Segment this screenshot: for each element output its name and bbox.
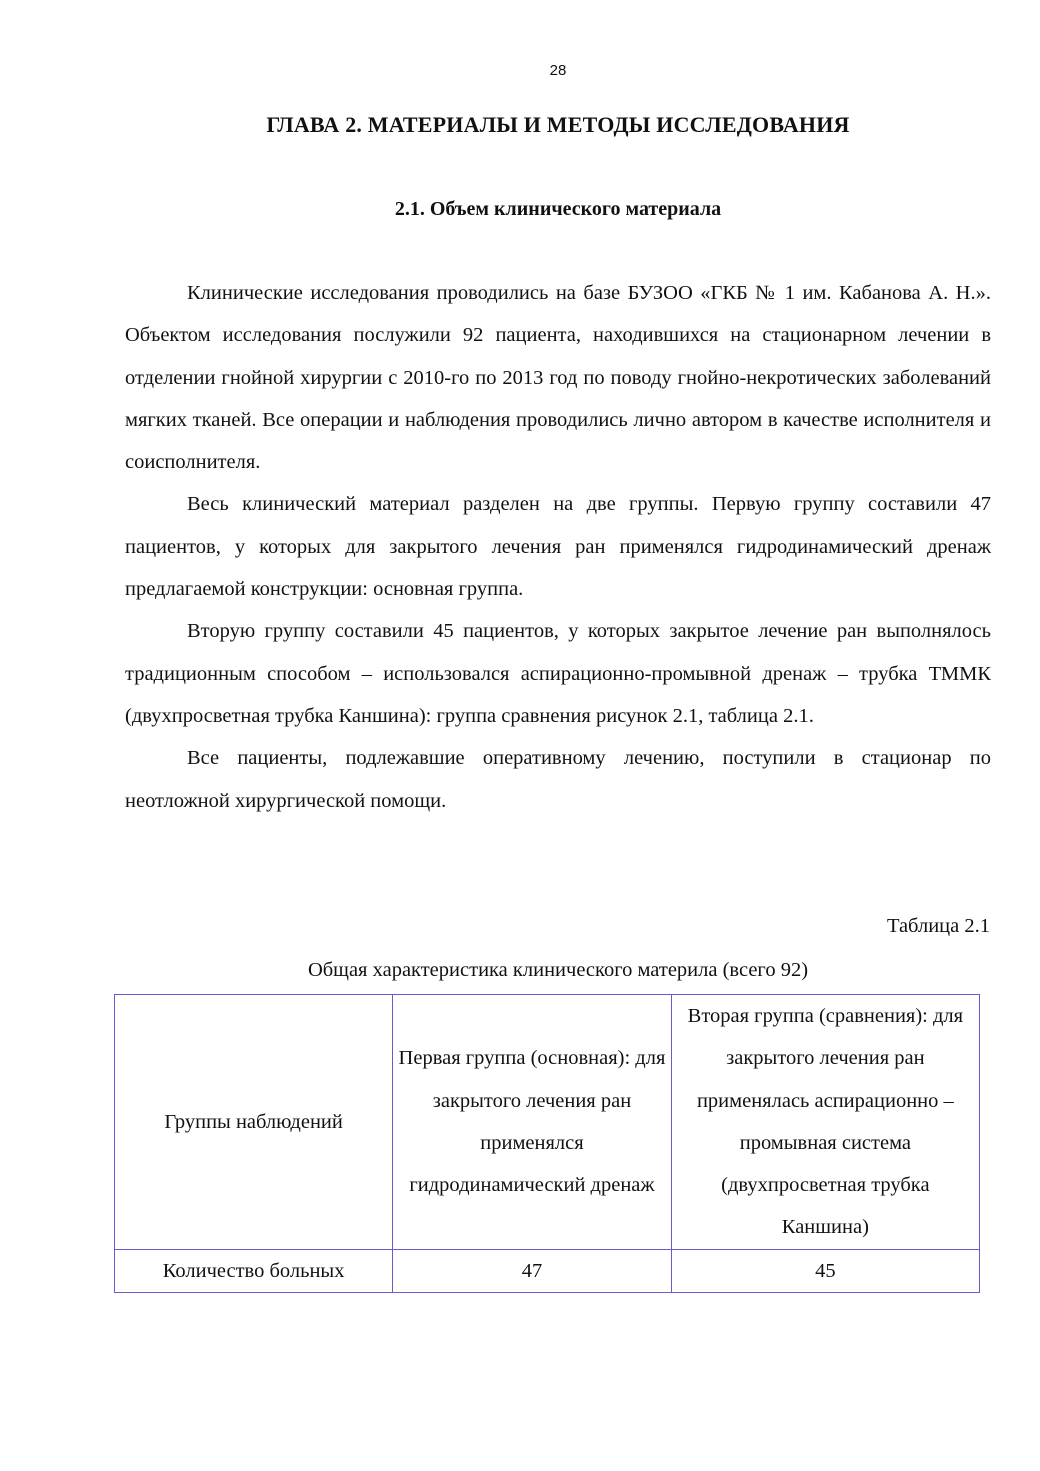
header-cell-groups: Группы наблюдений: [115, 995, 393, 1250]
paragraph: Все пациенты, подлежавшие оперативному лечению, поступили в стационар по неотложной хирургической помощи.: [125, 747, 991, 812]
paragraph: Вторую группу составили 45 пациентов, у которых закрытое лечение ран выполнялось традиционным способом – использовался аспирационно-промывной дренаж – трубка ТММК (двухпросветная трубка Каншина): группа сравнения рисунок 2.1, таблица 2.1.: [125, 620, 991, 727]
page-number: 28: [549, 62, 567, 79]
first-group-count-cell: 47: [393, 1249, 672, 1292]
table-caption: Общая характеристика клинического материла (всего 92): [307, 959, 809, 981]
chapter-title: ГЛАВА 2. МАТЕРИАЛЫ И МЕТОДЫ ИССЛЕДОВАНИЯ: [266, 112, 850, 137]
row-label-cell: Количество больных: [115, 1249, 393, 1292]
header-cell-first-group: Первая группа (основная): для закрытого лечения ран применялся гидродинамический дренаж: [393, 995, 672, 1250]
table-row: [115, 1249, 980, 1292]
table-header-row: [115, 995, 980, 1250]
clinical-material-table: [114, 994, 980, 1293]
paragraph: Весь клинический материал разделен на две группы. Первую группу составили 47 пациентов, у которых для закрытого лечения ран применялся гидродинамический дренаж предлагаемой конструкции: основная группа.: [125, 493, 991, 601]
second-group-count-cell: 45: [671, 1249, 979, 1292]
body-text: [125, 272, 991, 822]
header-cell-second-group: Вторая группа (сравнения): для закрытого лечения ран применялась аспирационно – промывная система (двухпросветная трубка Каншина): [671, 995, 979, 1250]
paragraph: Клинические исследования проводились на базе БУЗОО «ГКБ № 1 им. Кабанова А. Н.». Объектом исследования послужили 92 пациента, находившихся на стационарном лечении в отделении гнойной хирургии с 2010-го по 2013 год по поводу гнойно-некротических заболеваний мягких тканей. Все операции и наблюдения проводились лично автором в качестве исполнителя и соисполнителя.: [125, 282, 991, 474]
table-label: Таблица 2.1: [886, 915, 990, 937]
section-title: 2.1. Объем клинического материала: [394, 198, 722, 220]
